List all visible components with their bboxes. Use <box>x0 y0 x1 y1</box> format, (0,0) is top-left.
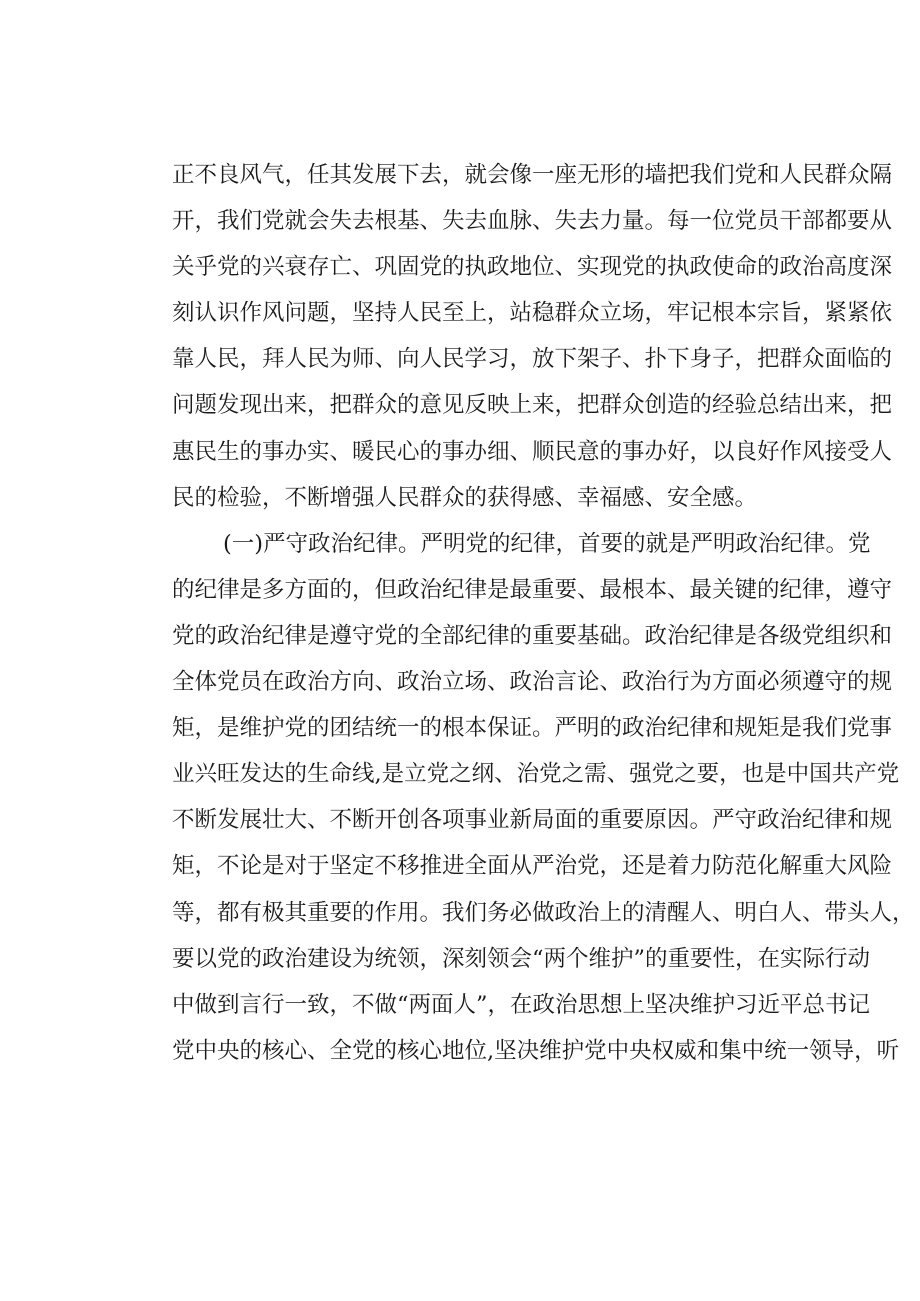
text-line: 等，都有极其重要的作用。我们务必做政治上的清醒人、明白人、带头人， <box>172 899 915 926</box>
text-line: 关乎党的兴衰存亡、巩固党的执政地位、实现党的执政使命的政治高度深 <box>172 254 893 281</box>
text-line: 中做到言行一致，不做“两面人”，在政治思想上坚决维护习近平总书记 <box>172 991 871 1018</box>
text-line: 矩，是维护党的团结统一的根本保证。严明的政治纪律和规矩是我们党事 <box>172 715 893 742</box>
text-line: 矩，不论是对于坚定不移推进全面从严治党，还是着力防范化解重大风险 <box>172 853 893 880</box>
text-line: 刻认识作风问题，坚持人民至上，站稳群众立场，牢记根本宗旨，紧紧依 <box>172 300 893 327</box>
text-line: 要以党的政治建设为统领，深刻领会“两个维护”的重要性，在实际行动 <box>172 945 871 972</box>
text-line: 靠人民，拜人民为师、向人民学习，放下架子、扑下身子，把群众面临的 <box>172 346 893 373</box>
text-line: 正不良风气，任其发展下去，就会像一座无形的墙把我们党和人民群众隔 <box>172 162 893 188</box>
text-line: 的纪律是多方面的，但政治纪律是最重要、最根本、最关键的纪律，遵守 <box>172 576 893 603</box>
text-line: 业兴旺发达的生命线,是立党之纲、治党之需、强党之要，也是中国共产党 <box>172 761 900 788</box>
text-line: 不断发展壮大、不断开创各项事业新局面的重要原因。严守政治纪律和规 <box>172 807 893 834</box>
text-line: 民的检验，不断增强人民群众的获得感、幸福感、安全感。 <box>172 484 758 511</box>
paragraph-2 <box>172 521 915 1074</box>
text-line: 问题发现出来，把群众的意见反映上来，把群众创造的经验总结出来，把 <box>172 392 893 419</box>
text-line: 党的政治纪律是遵守党的全部纪律的重要基础。政治纪律是各级党组织和 <box>172 622 893 649</box>
text-line: 惠民生的事办实、暖民心的事办细、顺民意的事办好，以良好作风接受人 <box>172 438 893 465</box>
text-line: 党中央的核心、全党的核心地位,坚决维护党中央权威和集中统一领导，听 <box>172 1037 900 1064</box>
paragraph-1 <box>172 152 893 521</box>
text-line: 全体党员在政治方向、政治立场、政治言论、政治行为方面必须遵守的规 <box>172 669 893 696</box>
body-text <box>172 152 915 1074</box>
text-line: 开，我们党就会失去根基、失去血脉、失去力量。每一位党员干部都要从 <box>172 208 893 235</box>
section-heading-line: (一)严守政治纪律。严明党的纪律，首要的就是严明政治纪律。党 <box>178 530 871 557</box>
